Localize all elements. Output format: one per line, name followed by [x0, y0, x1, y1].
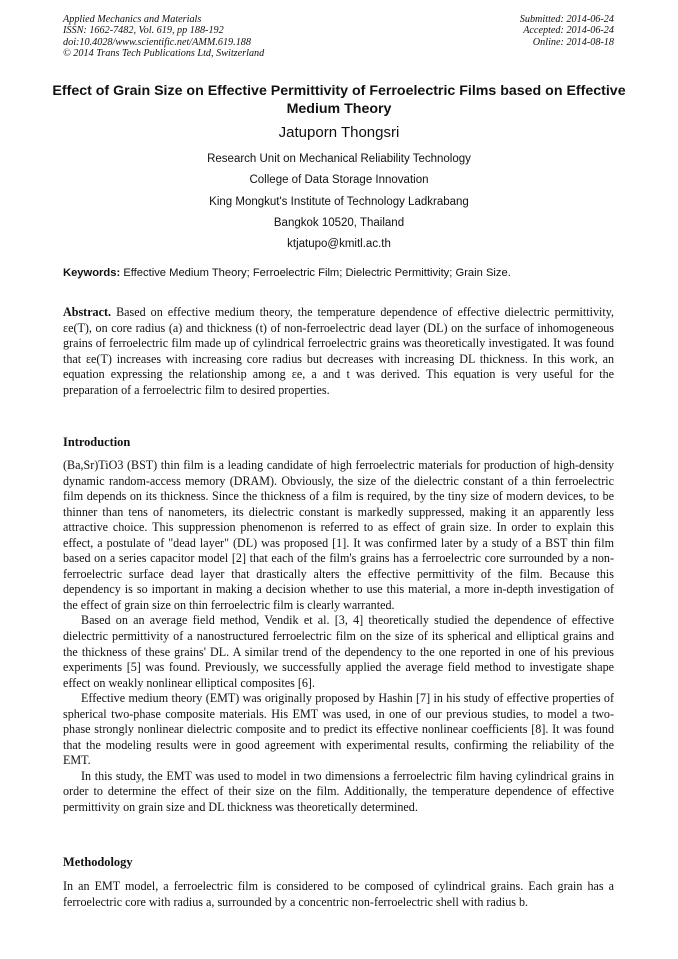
intro-paragraph: (Ba,Sr)TiO3 (BST) thin film is a leading candidate of high ferroelectric materials for production of high-density dynamic random-access memory (DRAM). Obviously, the size of the dielectric constant of a thin ferroelectric film depends on its thickness. Since the thickness of a film is required, by the tiny size of modern devices, to be thinner than tens of nanometers, its dielectric constant is markedly suppressed, making it an apparently less attractive choice. This suppression phenomenon is referred to as effect of grain size. In order to explain this effect, a postulate of "dead layer" (DL) was proposed [1]. It was confirmed later by a study of a BST thin film based on a series capacitor model [2] that each of the film's grains has a ferroelectric core surrounded by a non-ferroelectric surface dead layer that drastically alters the effective permittivity of the film. Because this dependency is so important in making a decision whether to use this material, a more in-depth investigation of the effect of grain size on thin ferroelectric film is clearly warranted.	[63, 458, 614, 612]
introduction-heading: Introduction	[63, 435, 131, 449]
author-name: Jatuporn Thongsri	[278, 124, 400, 141]
affiliation-unit: Research Unit on Mechanical Reliability Technology	[207, 153, 471, 165]
online-date: Online: 2014-08-18	[532, 36, 614, 48]
methodology-body	[63, 879, 614, 910]
intro-paragraph: Based on an average field method, Vendik et al. [3, 4] theoretically studied the dependence of effective dielectric permittivity of a nanostructured ferroelectric film on the size of its spherical and elliptical grains and the thickness of these grains' DL. A similar trend of the dependency to the one reported in one of his previous experiments [5] was found. Previously, we successfully applied the average field method to investigate shape effect on weakly nonlinear elliptical composites [6].	[63, 613, 614, 690]
issn-line: ISSN: 1662-7482, Vol. 619, pp 188-192	[63, 25, 224, 37]
abstract	[63, 305, 614, 398]
submitted-date: Submitted: 2014-06-24	[519, 14, 614, 25]
methodology-paragraph: In an EMT model, a ferroelectric film is considered to be composed of cylindrical grains. Each grain has a ferroelectric core with radius a, surrounded by a concentric non-ferroelectric shell with radius b.	[63, 879, 614, 909]
affiliation-address: Bangkok 10520, Thailand	[273, 216, 405, 229]
paper-title: Effect of Grain Size on Effective Permittivity of Ferroelectric Films based on Effective Medium Theory	[52, 83, 626, 117]
journal-info	[63, 14, 264, 60]
journal-name: Applied Mechanics and Materials	[63, 14, 202, 25]
submission-dates	[520, 14, 614, 48]
copyright-line: © 2014 Trans Tech Publications Ltd, Switzerland	[63, 48, 265, 60]
accepted-date: Accepted: 2014-06-24	[523, 25, 614, 37]
doi-line[interactable]: doi:10.4028/www.scientific.net/AMM.619.188	[63, 36, 251, 48]
affiliation-block	[0, 149, 678, 255]
affiliation-college: College of Data Storage Innovation	[249, 174, 429, 187]
intro-paragraph: In this study, the EMT was used to model in two dimensions a ferroelectric film having cylindrical grains in order to determine the effect of their size on the film. Additionally, the temperature dependence of effective permittivity on grain size and DL thickness was theoretically determined.	[63, 768, 614, 815]
introduction-body	[63, 458, 614, 816]
intro-paragraph: Effective medium theory (EMT) was originally proposed by Hashin [7] in his study of effective properties of spherical two-phase composite materials. His EMT was used, in one of our previous studies, to model a two-phase strongly nonlinear dielectric composite and to predict its effective nonlinear coefficients [8]. It was found that the modeling results were in good agreement with experimental results, confirming the reliability of the EMT.	[63, 691, 614, 768]
abstract-label: Abstract.	[63, 305, 112, 319]
keywords-label: Keywords:	[63, 267, 121, 279]
keywords	[63, 266, 615, 280]
author-email[interactable]: ktjatupo@kmitl.ac.th	[287, 238, 391, 251]
abstract-text: Based on effective medium theory, the temperature dependence of effective dielectric permittivity, εe(T), on core radius (a) and thickness (t) of non-ferroelectric dead layer (DL) on the surface of inhomogeneous grains of ferroelectric film made up of cylindrical ferroelectric grains was theoretically investigated. It was found that εe(T) increases with increasing core radius but decreases with increasing DL thickness. In this work, an equation expressing the relationship among εe, a and t was derived. This equation is very useful for the preparation of a ferroelectric film to desired properties.	[63, 305, 614, 397]
keywords-text: Effective Medium Theory; Ferroelectric Film; Dielectric Permittivity; Grain Size.	[123, 267, 511, 279]
methodology-heading: Methodology	[63, 855, 133, 869]
affiliation-institute: King Mongkut's Institute of Technology Ladkrabang	[209, 195, 469, 208]
